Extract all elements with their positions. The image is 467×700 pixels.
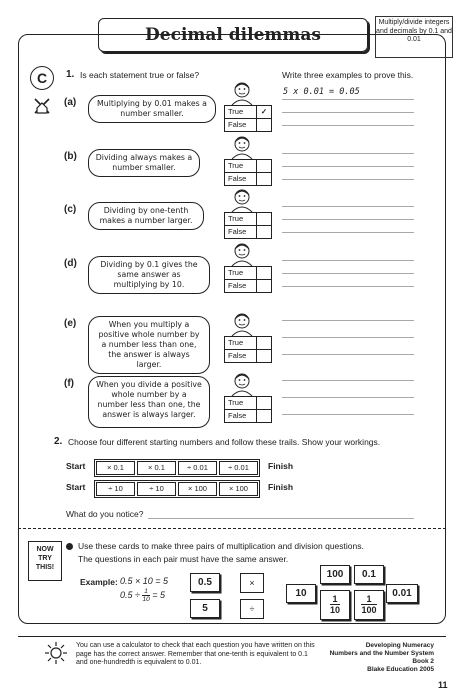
false-checkbox[interactable] — [257, 119, 271, 131]
fraction-one-tenth — [330, 594, 340, 615]
trail-operation-card: × 100 — [178, 482, 217, 496]
trail-operation-card: ÷ 10 — [96, 482, 135, 496]
true-option[interactable] — [225, 160, 271, 172]
answer-line[interactable] — [282, 153, 414, 154]
statement-letter: (b) — [64, 151, 77, 162]
bullet — [66, 543, 73, 550]
example-frac-num: 1 — [144, 588, 148, 595]
fraction-one-hundredth — [361, 594, 376, 615]
true-false-box — [224, 396, 272, 423]
card-0-01[interactable]: 0.01 — [386, 584, 418, 603]
answer-line[interactable] — [282, 380, 414, 381]
answer-line[interactable] — [282, 99, 414, 100]
cartoon-person-icon — [228, 242, 256, 266]
answer-line[interactable] — [282, 397, 414, 398]
true-option[interactable] — [225, 267, 271, 279]
q1-examples-header: Write three examples to prove this. — [282, 70, 414, 80]
card-one-tenth[interactable] — [320, 590, 350, 620]
card-one-hundredth[interactable] — [354, 590, 384, 620]
footer-book-line: Book 2 — [412, 658, 434, 665]
footer-book — [322, 642, 434, 674]
card-10[interactable]: 10 — [286, 584, 316, 603]
card-0-1[interactable]: 0.1 — [354, 565, 384, 584]
statement-bubble: Multiplying by 0.01 makes a number smaller. — [88, 95, 216, 123]
statement-letter: (d) — [64, 258, 77, 269]
q2-number: 2. — [54, 436, 63, 447]
true-false-box — [224, 266, 272, 293]
statement-letter: (f) — [64, 378, 74, 389]
true-label: True — [228, 160, 257, 172]
false-label: False — [228, 173, 257, 185]
frac-one-tenth-den: 10 — [329, 605, 340, 615]
answer-line[interactable] — [282, 354, 414, 355]
example-fraction — [142, 588, 149, 603]
answer-line[interactable] — [282, 219, 414, 220]
example-line-2 — [120, 588, 165, 603]
trail-operation-card: ÷ 10 — [137, 482, 176, 496]
statement-bubble: Dividing by 0.1 gives the same answer as multiplying by 10. — [88, 256, 210, 294]
frac-one-hundredth-num: 1 — [361, 594, 376, 605]
sample-example: 5 x 0.01 = 0.05 — [283, 87, 360, 97]
statement-bubble: When you multiply a positive whole number by a number less than one, the answer is always larger. — [88, 316, 210, 374]
true-label: True — [228, 397, 257, 409]
answer-line[interactable] — [282, 260, 414, 261]
true-checkbox[interactable] — [257, 267, 271, 279]
trail-steps — [94, 480, 260, 498]
statement-bubble: Dividing by one-tenth makes a number larger. — [88, 202, 204, 230]
true-checkbox[interactable]: ✓ — [260, 107, 268, 116]
notice-line — [148, 518, 414, 519]
true-false-box — [224, 159, 272, 186]
cartoon-person-icon — [228, 372, 256, 396]
false-checkbox[interactable] — [257, 173, 271, 185]
true-option[interactable] — [225, 397, 271, 409]
statement-letter: (e) — [64, 318, 77, 329]
true-label: True — [228, 267, 257, 279]
cartoon-person-icon — [228, 135, 256, 159]
answer-line[interactable] — [282, 179, 414, 180]
example-label: Example: — [80, 577, 118, 587]
example-line-1: 0.5 × 10 = 5 — [120, 576, 169, 586]
trail-start-label: Start — [66, 461, 86, 471]
card-5[interactable]: 5 — [190, 599, 220, 618]
q2-notice: What do you notice? — [66, 509, 144, 519]
false-checkbox[interactable] — [257, 350, 271, 362]
trail-operation-card: × 100 — [219, 482, 258, 496]
true-checkbox[interactable] — [257, 213, 271, 225]
true-option[interactable] — [225, 337, 271, 349]
true-label: True — [228, 213, 257, 225]
answer-line[interactable] — [282, 206, 414, 207]
trail-operation-card: × 0.1 — [96, 461, 135, 475]
false-checkbox[interactable] — [257, 280, 271, 292]
trail-finish-label: Finish — [268, 482, 294, 492]
footer-tip: You can use a calculator to check that each question you have written on this page has the correct answer. Remember that one-tenth is equivalent to 0.1 and one-hundredth is equivalent to 0.01. — [76, 642, 315, 666]
answer-line[interactable] — [282, 320, 414, 321]
section-divider — [18, 528, 446, 529]
answer-line[interactable] — [282, 232, 414, 233]
q1-number: 1. — [66, 69, 75, 80]
true-false-box — [224, 336, 272, 363]
false-label: False — [228, 119, 257, 131]
answer-line[interactable] — [282, 337, 414, 338]
false-checkbox[interactable] — [257, 226, 271, 238]
trail-operation-card: ÷ 0.01 — [219, 461, 258, 475]
true-false-box — [224, 212, 272, 239]
cartoon-person-icon — [228, 188, 256, 212]
objective-box: Multiply/divide integers and decimals by 0.1 and 0.01 — [375, 16, 453, 58]
trail-finish-label: Finish — [268, 461, 294, 471]
false-option[interactable] — [225, 172, 271, 185]
cartoon-person-icon — [228, 81, 256, 105]
false-option[interactable] — [225, 279, 271, 292]
footer-book-line: Developing Numeracy — [365, 642, 434, 649]
statement-letter: (c) — [64, 204, 77, 215]
true-option[interactable] — [225, 106, 271, 118]
trail-start-label: Start — [66, 482, 86, 492]
answer-line[interactable] — [282, 273, 414, 274]
true-label: True — [228, 106, 257, 118]
example-line-2-suffix: = 5 — [152, 589, 165, 600]
sun-icon — [44, 641, 68, 665]
answer-line[interactable] — [282, 166, 414, 167]
false-option[interactable] — [225, 225, 271, 238]
true-option[interactable] — [225, 213, 271, 225]
card-0-5[interactable]: 0.5 — [190, 573, 220, 592]
page-title: Decimal dilemmas — [98, 18, 368, 52]
statement-letter: (a) — [64, 97, 77, 108]
answer-line[interactable] — [282, 125, 414, 126]
cartoon-person-icon — [228, 312, 256, 336]
true-label: True — [228, 337, 257, 349]
now-try-text: Use these cards to make three pairs of multiplication and division questions. The questions in each pair must have the same answer. — [78, 541, 364, 564]
frac-one-tenth-num: 1 — [330, 594, 340, 605]
example-frac-den: 10 — [142, 596, 150, 603]
false-label: False — [228, 410, 257, 422]
statement-bubble: Dividing always makes a number smaller. — [88, 149, 200, 177]
false-label: False — [228, 280, 257, 292]
now-try-this-badge: NOW TRY THIS! — [28, 541, 62, 581]
true-checkbox[interactable] — [257, 160, 271, 172]
false-option[interactable] — [225, 409, 271, 422]
example-line-2-prefix: 0.5 ÷ — [120, 589, 140, 600]
false-option[interactable] — [225, 118, 271, 131]
false-label: False — [228, 226, 257, 238]
footer-rule — [18, 636, 446, 637]
false-label: False — [228, 350, 257, 362]
true-false-box — [224, 105, 272, 132]
answer-line[interactable] — [282, 286, 414, 287]
scissors-house-icon — [32, 96, 52, 116]
statement-bubble: When you divide a positive whole number by a number less than one, the answer is always larger. — [88, 376, 210, 428]
footer-book-line: Numbers and the Number System — [329, 650, 434, 657]
trail-operation-card: ÷ 0.01 — [178, 461, 217, 475]
false-checkbox[interactable] — [257, 410, 271, 422]
answer-line[interactable] — [282, 112, 414, 113]
answer-line[interactable] — [282, 414, 414, 415]
trail-steps — [94, 459, 260, 477]
page-number: 11 — [438, 680, 448, 690]
footer-book-line: Blake Education 2005 — [367, 666, 434, 673]
q2-prompt: Choose four different starting numbers and follow these trails. Show your workings. — [68, 437, 381, 447]
card-100[interactable]: 100 — [320, 565, 350, 584]
q1-prompt: Is each statement true or false? — [80, 70, 200, 80]
trail-operation-card: × 0.1 — [137, 461, 176, 475]
level-badge: C — [30, 66, 54, 90]
true-checkbox[interactable] — [257, 337, 271, 349]
false-option[interactable] — [225, 349, 271, 362]
true-checkbox[interactable] — [257, 397, 271, 409]
frac-one-hundredth-den: 100 — [361, 605, 377, 615]
card-times[interactable]: × — [240, 573, 264, 593]
card-divide[interactable]: ÷ — [240, 599, 264, 619]
